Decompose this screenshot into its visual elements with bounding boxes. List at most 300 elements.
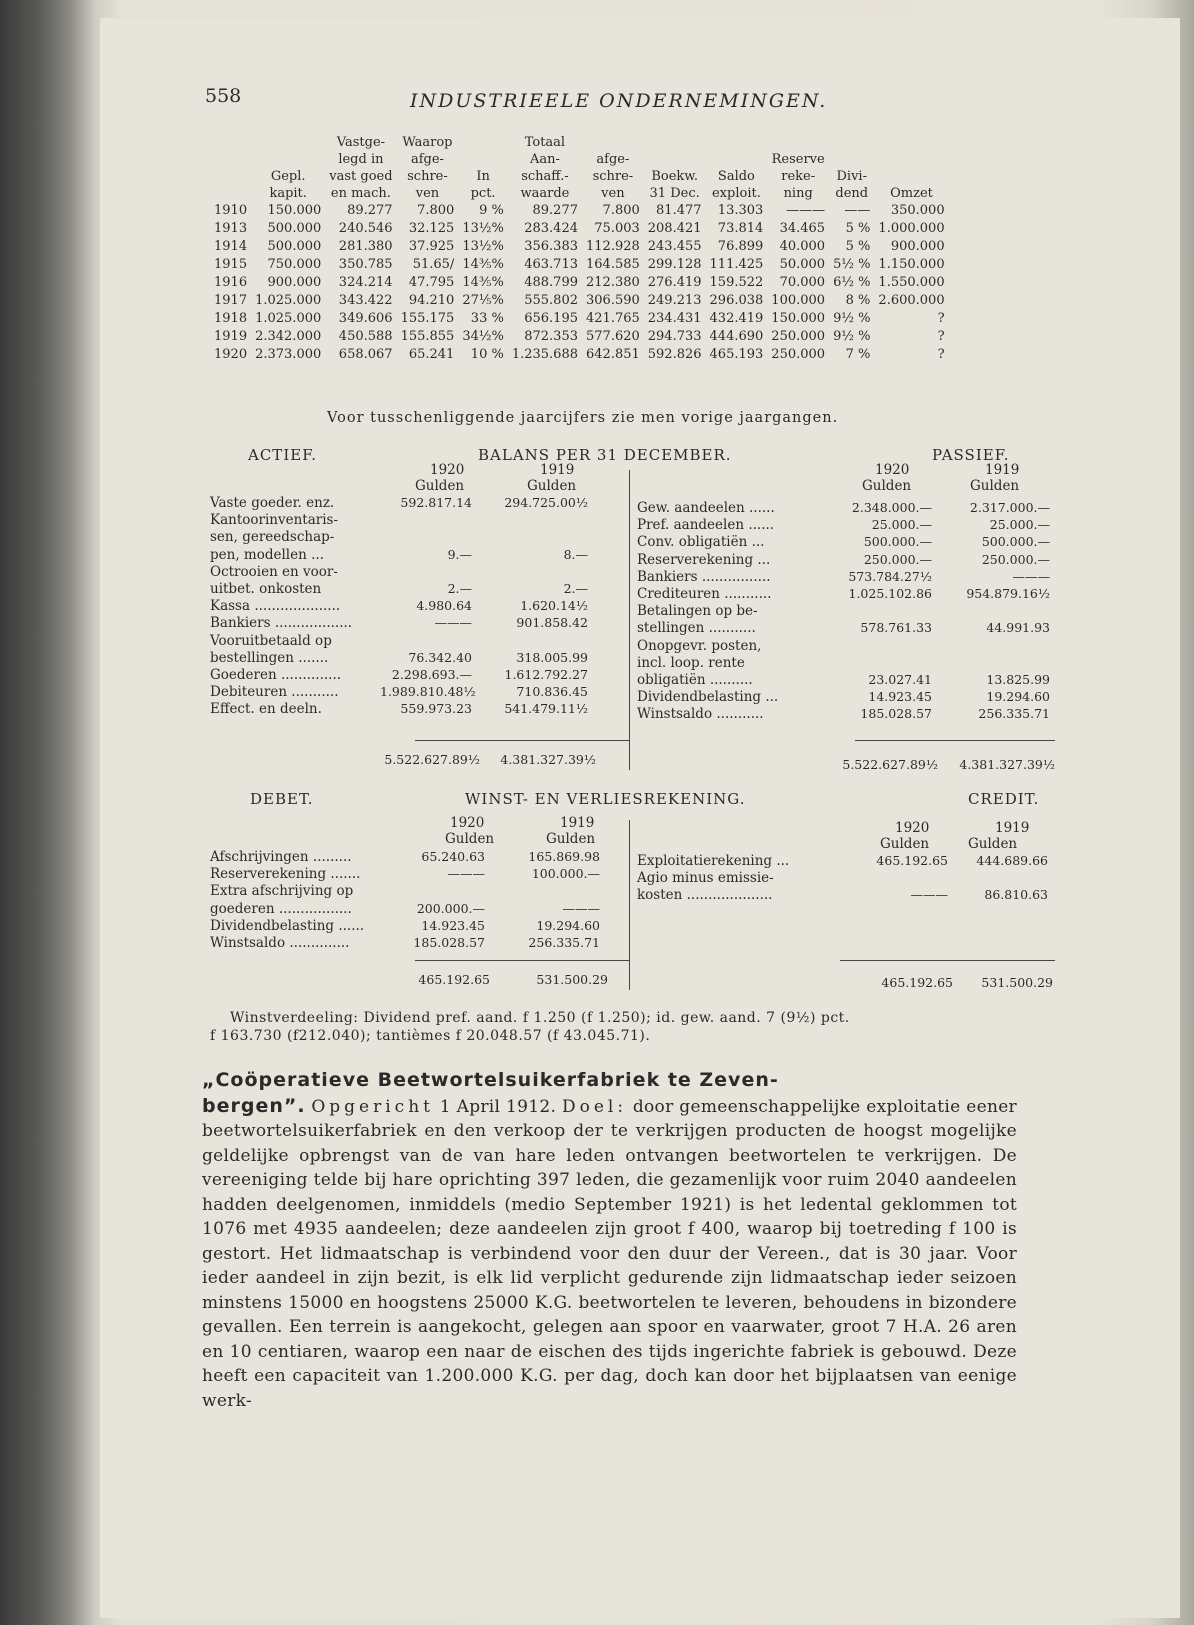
liability-label: Dividendbelasting ... (637, 689, 779, 706)
history-value-cell: 306.590 (586, 293, 640, 308)
history-header-cell (644, 151, 706, 168)
history-header-cell: Gepl. (270, 169, 306, 184)
history-header-cell (210, 134, 251, 151)
history-value-cell: 65.241 (408, 347, 455, 362)
pl-debit-unit: Gulden (546, 831, 596, 847)
pl-debit-unit: Gulden (445, 831, 495, 847)
assets-total-1920: 5.522.627.89½ (384, 752, 480, 767)
history-value-cell: ——— (786, 203, 826, 218)
history-year-cell: 1914 (214, 239, 248, 254)
asset-label: Vaste goeder. enz. (210, 495, 335, 511)
history-value-cell: 243.455 (647, 239, 702, 254)
history-header-cell (210, 151, 251, 168)
history-value-cell: 81.477 (656, 203, 702, 218)
liability-label: Bankiers ................ (637, 568, 771, 585)
liability-value-1919: 13.825.99 (986, 672, 1050, 687)
debit-label: Reserverekening ....... (210, 866, 361, 883)
history-year-cell: 1915 (214, 257, 248, 272)
liability-value-1920: 1.025.102.86 (848, 586, 932, 601)
history-value-cell: 7.800 (417, 203, 455, 218)
asset-value-1919: 2.— (563, 581, 588, 596)
asset-value-1920: 559.973.23 (400, 701, 472, 717)
history-value-cell: 296.038 (709, 293, 764, 308)
asset-value-1920: 2.298.693.— (391, 667, 472, 682)
debit-total-1920: 465.192.65 (418, 972, 490, 987)
history-row (210, 238, 949, 256)
history-value-cell: 2.342.000 (255, 329, 322, 344)
liability-value-1920: 185.028.57 (860, 706, 932, 722)
asset-label: Kassa .................... (210, 598, 341, 615)
history-header-cell (829, 134, 874, 151)
history-value-cell: 1.025.000 (255, 293, 322, 308)
pl-debit-heading: DEBET. (250, 790, 314, 808)
history-value-cell: 343.422 (338, 293, 393, 308)
history-value-cell: 47.795 (408, 275, 455, 290)
history-value-cell: 13½% (462, 221, 504, 236)
history-header-cell: Aan- (529, 152, 560, 167)
history-header-row (210, 185, 949, 202)
profit-distribution-line-1: Winstverdeeling: Dividend pref. aand. f 1.250 (f 1.250); id. gew. aand. 7 (9½) pct. (230, 1010, 850, 1026)
balance-divider (629, 470, 630, 770)
history-year-cell: 1920 (214, 347, 248, 362)
history-value-cell: 40.000 (779, 239, 826, 254)
page-number: 558 (205, 85, 242, 107)
history-header-cell: 31 Dec. (649, 186, 700, 201)
history-value-cell: 250.000 (771, 329, 826, 344)
asset-value-1920: 4.980.64 (416, 598, 472, 614)
debit-value-1920: 65.240.63 (421, 849, 485, 864)
history-header-cell (210, 168, 251, 185)
liability-value-1920: 500.000.— (863, 534, 932, 550)
company-name-line2: bergen”. (202, 1094, 306, 1117)
asset-value-1920: 1.989.810.48½ (380, 684, 476, 700)
history-value-cell: 8 % (845, 293, 871, 308)
credit-label: kosten .................... (637, 887, 773, 904)
history-header-cell: Saldo (717, 169, 755, 184)
history-value-cell: 112.928 (586, 239, 640, 254)
debit-value-1920: ——— (447, 866, 485, 882)
history-row (210, 202, 949, 220)
liability-value-1920: 578.761.33 (860, 620, 932, 636)
history-value-cell: 294.733 (647, 329, 702, 344)
history-value-cell: 111.425 (709, 257, 764, 272)
history-header-row (210, 168, 949, 185)
asset-value-1919: 1.612.792.27 (504, 667, 588, 682)
debit-value-1919: 165.869.98 (528, 849, 600, 864)
debit-label: Afschrijvingen ......... (210, 849, 352, 865)
history-year-cell: 1917 (214, 293, 248, 308)
asset-value-1920: ——— (434, 615, 472, 631)
history-row (210, 256, 949, 274)
history-header-cell: ning (783, 186, 813, 201)
debit-value-1919: 256.335.71 (528, 935, 600, 950)
history-header-cell: afge- (410, 152, 444, 167)
history-value-cell: 900.000 (890, 239, 945, 254)
history-value-cell: 208.421 (647, 221, 702, 236)
history-value-cell: 1.000.000 (878, 221, 945, 236)
balance-liab-unit: Gulden (970, 478, 1020, 494)
history-header-cell: Vastge- (336, 135, 386, 150)
asset-label: sen, gereedschap- (210, 529, 335, 546)
history-value-cell: 150.000 (771, 311, 826, 326)
history-value-cell: 32.125 (408, 221, 455, 236)
history-value-cell: 27⅕% (462, 293, 504, 308)
pl-credit-total-rule (840, 960, 1055, 961)
history-header-cell (767, 134, 829, 151)
history-row (210, 292, 949, 310)
balance-liab-year-1919: 1919 (985, 462, 1020, 478)
history-value-cell: 658.067 (338, 347, 393, 362)
liab-total-1920: 5.522.627.89½ (842, 757, 938, 772)
history-header-cell (874, 168, 948, 185)
history-value-cell: 159.522 (709, 275, 764, 290)
founded-label: Opgericht (311, 1096, 434, 1117)
history-value-cell: 299.128 (647, 257, 702, 272)
debit-label: goederen ................. (210, 900, 352, 917)
asset-value-1920: 592.817.14 (400, 495, 472, 510)
balance-assets-heading: ACTIEF. (248, 446, 318, 464)
liability-value-1919: ——— (1012, 568, 1050, 584)
balance-liab-total-rule (855, 740, 1055, 741)
asset-label: Debiteuren ........... (210, 684, 339, 701)
credit-total-1920: 465.192.65 (881, 975, 953, 990)
balance-title: BALANS PER 31 DECEMBER. (478, 446, 732, 464)
history-value-cell: 70.000 (779, 275, 826, 290)
liability-label: Gew. aandeelen ...... (637, 500, 775, 516)
liability-label: Pref. aandeelen ...... (637, 517, 775, 534)
history-value-cell: —— (844, 203, 871, 218)
page-title: INDUSTRIEELE ONDERNEMINGEN. (410, 90, 828, 112)
history-header-cell: reke- (781, 169, 816, 184)
debit-total-1919: 531.500.29 (536, 972, 608, 987)
history-value-cell: 750.000 (267, 257, 322, 272)
history-header-cell (829, 151, 874, 168)
history-value-cell: 1.025.000 (255, 311, 322, 326)
history-header-cell: schre- (407, 169, 448, 184)
pl-title: WINST- EN VERLIESREKENING. (465, 790, 746, 808)
liability-label: Reserverekening ... (637, 551, 771, 568)
history-value-cell: 1.550.000 (878, 275, 945, 290)
asset-value-1920: 2.— (447, 581, 472, 596)
history-header-cell: Boekw. (651, 169, 698, 184)
history-value-cell: 9½ % (833, 329, 871, 344)
history-value-cell: 50.000 (779, 257, 826, 272)
history-header-cell: In (476, 169, 490, 184)
history-value-cell: ? (937, 347, 945, 362)
history-value-cell: 500.000 (267, 221, 322, 236)
history-header-cell: Divi- (836, 169, 867, 184)
balance-liab-unit: Gulden (862, 478, 912, 494)
history-value-cell: 14⅗% (462, 275, 504, 290)
assets-total-1919: 4.381.327.39½ (500, 752, 596, 767)
liability-label: Conv. obligatiën ... (637, 534, 765, 551)
balance-liabilities-heading: PASSIEF. (932, 446, 1010, 464)
history-value-cell: 488.799 (524, 275, 578, 290)
asset-label: Bankiers .................. (210, 615, 353, 632)
asset-label: bestellingen ....... (210, 649, 329, 666)
history-value-cell: 1.150.000 (878, 257, 945, 272)
history-value-cell: 463.713 (524, 257, 578, 272)
pl-credit-unit: Gulden (968, 836, 1018, 852)
history-header-cell: Totaal (524, 135, 566, 150)
history-header-cell: ven (415, 186, 440, 201)
debit-label: Extra afschrijving op (210, 883, 354, 900)
history-header-cell: Omzet (890, 186, 933, 201)
credit-label: Agio minus emissie- (637, 870, 774, 887)
goal-label: Doel: (561, 1096, 628, 1117)
history-row (210, 328, 949, 346)
liability-value-1919: 44.991.93 (986, 620, 1050, 636)
asset-label: Effect. en deeln. (210, 701, 322, 718)
history-value-cell: 100.000 (771, 293, 826, 308)
history-header-cell (210, 185, 251, 202)
history-table (210, 134, 949, 364)
debit-value-1920: 14.923.45 (421, 917, 485, 933)
debit-value-1919: 100.000.— (531, 866, 600, 882)
balance-assets-year-1920: 1920 (430, 462, 465, 478)
history-year-cell: 1919 (214, 329, 248, 344)
debit-value-1919: 19.294.60 (536, 917, 600, 933)
history-value-cell: 89.277 (347, 203, 393, 218)
liability-value-1920: 23.027.41 (868, 672, 932, 687)
history-value-cell: 592.826 (647, 347, 702, 362)
history-header-cell (458, 134, 508, 151)
history-value-cell: 281.380 (338, 239, 393, 254)
history-header-cell (706, 151, 768, 168)
history-value-cell: 9 % (479, 203, 504, 218)
history-header-row (210, 151, 949, 168)
history-value-cell: 76.899 (717, 239, 764, 254)
balance-assets-total-rule (415, 740, 630, 741)
history-header-cell: afge- (596, 152, 630, 167)
history-value-cell: 450.588 (338, 329, 393, 344)
asset-value-1919: 1.620.14½ (520, 598, 588, 614)
pl-credit-heading: CREDIT. (968, 790, 1040, 808)
asset-label: uitbet. onkosten (210, 581, 322, 597)
history-header-cell: Reserve (771, 152, 825, 167)
history-value-cell: 5½ % (833, 257, 871, 272)
asset-value-1920: 9.— (447, 546, 472, 562)
pl-debit-year-1919: 1919 (560, 815, 595, 831)
history-value-cell: 349.606 (338, 311, 393, 326)
history-header-cell: Waarop (402, 135, 453, 150)
history-header-cell: exploit. (711, 186, 761, 201)
history-year-cell: 1913 (214, 221, 248, 236)
credit-value-1920: 465.192.65 (876, 853, 948, 868)
history-value-cell: 5 % (845, 221, 871, 236)
history-header-cell: schre- (592, 169, 634, 184)
asset-label: pen, modellen ... (210, 546, 324, 563)
credit-total-1919: 531.500.29 (981, 975, 1053, 990)
history-header-cell: schaff.- (521, 169, 569, 184)
history-value-cell: 155.175 (400, 311, 455, 326)
history-year-cell: 1916 (214, 275, 248, 290)
founded-date: 1 April 1912. (439, 1096, 557, 1117)
balance-assets-unit: Gulden (527, 478, 577, 494)
history-header-cell (458, 151, 508, 168)
history-value-cell: 1.235.688 (511, 347, 578, 362)
credit-label: Exploitatierekening ... (637, 853, 790, 869)
history-value-cell: 324.214 (338, 275, 393, 290)
liability-label: Onopgevr. posten, (637, 637, 762, 654)
history-value-cell: 13.303 (717, 203, 764, 218)
liability-value-1920: 14.923.45 (868, 689, 932, 705)
history-value-cell: 164.585 (586, 257, 640, 272)
history-value-cell: 7 % (845, 347, 871, 362)
debit-label: Winstsaldo .............. (210, 935, 350, 951)
pl-debit-total-rule (415, 960, 630, 961)
history-value-cell: 421.765 (586, 311, 640, 326)
liability-label: obligatiën .......... (637, 672, 753, 688)
balance-liab-year-1920: 1920 (875, 462, 910, 478)
asset-value-1920: 76.342.40 (408, 649, 472, 665)
history-value-cell: 33 % (470, 311, 504, 326)
history-year-cell: 1918 (214, 311, 248, 326)
credit-value-1919: 444.689.66 (976, 853, 1048, 868)
history-value-cell: 94.210 (408, 293, 455, 308)
history-value-cell: 356.383 (524, 239, 578, 254)
asset-label: Octrooien en voor- (210, 563, 338, 580)
history-value-cell: 150.000 (267, 203, 322, 218)
history-value-cell: 14⅗% (462, 257, 504, 272)
history-value-cell: 350.000 (890, 203, 945, 218)
history-header-cell: ven (601, 186, 625, 201)
history-value-cell: 155.855 (400, 329, 455, 344)
history-header-cell (874, 151, 948, 168)
history-value-cell: 2.600.000 (878, 293, 945, 308)
history-value-cell: 34.465 (779, 221, 826, 236)
history-value-cell: 432.419 (709, 311, 764, 326)
history-value-cell: 10 % (470, 347, 504, 362)
history-header-cell (251, 134, 325, 151)
liability-value-1919: 256.335.71 (978, 706, 1050, 722)
history-header-cell (644, 134, 706, 151)
liability-label: incl. loop. rente (637, 654, 745, 671)
history-header-cell: pct. (470, 186, 496, 201)
history-value-cell: 6½ % (833, 275, 871, 290)
history-header-cell: kapit. (269, 186, 307, 201)
history-header-cell: waarde (520, 186, 570, 201)
asset-value-1919: 710.836.45 (516, 684, 588, 700)
history-value-cell: 500.000 (267, 239, 322, 254)
asset-value-1919: 318.005.99 (516, 649, 588, 665)
pl-credit-year-1919: 1919 (995, 820, 1030, 836)
profit-distribution-line-2: f 163.730 (f212.040); tantièmes f 20.048.57 (f 43.045.71). (210, 1028, 651, 1044)
liab-total-1919: 4.381.327.39½ (959, 757, 1055, 772)
previous-years-note: Voor tusschenliggende jaarcijfers zie men vorige jaargangen. (327, 410, 839, 426)
history-value-cell: 13½% (462, 239, 504, 254)
pl-divider (629, 820, 630, 990)
liability-value-1919: 954.879.16½ (966, 586, 1050, 601)
history-value-cell: 89.277 (532, 203, 578, 218)
asset-value-1919: 901.858.42 (516, 615, 588, 631)
history-value-cell: 250.000 (771, 347, 826, 362)
history-row (210, 274, 949, 292)
history-value-cell: 73.814 (717, 221, 764, 236)
history-value-cell: 283.424 (524, 221, 578, 236)
asset-label: Goederen .............. (210, 667, 342, 683)
history-header-cell: dend (835, 186, 869, 201)
debit-value-1919: ——— (562, 900, 600, 916)
history-value-cell: 75.003 (594, 221, 640, 236)
history-header-cell: legd in (338, 152, 384, 167)
history-header-row (210, 134, 949, 151)
history-header-cell (706, 134, 768, 151)
history-value-cell: 350.785 (338, 257, 393, 272)
liability-value-1920: 250.000.— (863, 551, 932, 567)
debit-label: Dividendbelasting ...... (210, 917, 365, 934)
asset-value-1919: 541.479.11½ (504, 701, 588, 717)
company-name-line1: „Coöperatieve Beetwortelsuikerfabriek te Zeven- (202, 1069, 779, 1091)
history-value-cell: 9½ % (833, 311, 871, 326)
history-value-cell: 276.419 (647, 275, 702, 290)
liability-value-1920: 25.000.— (871, 517, 932, 533)
liability-value-1920: 573.784.27½ (848, 568, 932, 584)
liability-label: stellingen ........... (637, 620, 756, 637)
balance-assets-year-1919: 1919 (540, 462, 575, 478)
pl-credit-year-1920: 1920 (895, 820, 930, 836)
asset-value-1919: 8.— (563, 546, 588, 562)
pl-debit-year-1920: 1920 (450, 815, 485, 831)
history-row (210, 220, 949, 238)
history-header-cell: en mach. (330, 186, 391, 201)
asset-label: Kantoorinventaris- (210, 512, 339, 529)
history-value-cell: 642.851 (586, 347, 640, 362)
history-value-cell: 34½% (462, 329, 504, 344)
history-value-cell: ? (937, 311, 945, 326)
history-value-cell: 249.213 (647, 293, 702, 308)
debit-value-1920: 185.028.57 (413, 935, 485, 950)
debit-value-1920: 200.000.— (416, 900, 485, 916)
history-row (210, 310, 949, 328)
balance-assets-unit: Gulden (415, 478, 465, 494)
history-value-cell: 444.690 (709, 329, 764, 344)
liability-label: Winstsaldo ........... (637, 706, 764, 723)
company-description (202, 1068, 1017, 1413)
history-header-cell (582, 134, 644, 151)
history-value-cell: 240.546 (338, 221, 393, 236)
history-value-cell: 465.193 (709, 347, 764, 362)
history-value-cell: 2.373.000 (255, 347, 322, 362)
history-value-cell: 656.195 (524, 311, 578, 326)
liability-value-1919: 2.317.000.— (969, 500, 1050, 515)
history-row (210, 346, 949, 364)
history-year-cell: 1910 (214, 203, 248, 218)
history-value-cell: 234.431 (647, 311, 702, 326)
history-value-cell: 577.620 (586, 329, 640, 344)
credit-value-1920: ——— (910, 887, 948, 903)
liability-value-1920: 2.348.000.— (851, 500, 932, 515)
liability-value-1919: 25.000.— (989, 517, 1050, 533)
history-value-cell: 37.925 (408, 239, 455, 254)
asset-label: Vooruitbetaald op (210, 632, 332, 649)
asset-value-1919: 294.725.00½ (504, 495, 588, 510)
history-header-cell (251, 151, 325, 168)
liability-value-1919: 19.294.60 (986, 689, 1050, 705)
company-text: door gemeenschappelijke exploitatie eener beetwortelsuikerfabriek en den verkoop der te verkrijgen producten de hoogst mogelijke geldelijke opbrengst van de van hare leden ontvangen beetwortelen te verkrijgen. De vereeniging telde bij hare oprichting 397 leden, die gezamenlijk voor ruim 2040 aandeelen hadden deelgenomen, inmiddels (medio September 1921) is het ledental geklommen tot 1076 met 4935 aandeelen; deze aandeelen zijn groot f 400, waarop bij toetreding f 100 is gestort. Het lidmaatschap is verbindend voor den duur der Vereen., dat is 30 jaar. Voor ieder aandeel in zijn bezit, is elk lid verplicht gedurende zijn lidmaatschap ieder seizoen minstens 15000 en hoogstens 25000 K.G. beetwortelen te leveren, behoudens in bizondere gevallen. Een terrein is aangekocht, gelegen aan spoor en vaarwater, groot 7 H.A. 26 aren en 10 centiaren, waarop een naar de eischen des tijds ingerichte fabriek is gebouwd. Deze heeft een capaciteit van 1.200.000 K.G. per dag, doch kan door het bijplaatsen van eenige werk- (202, 1096, 1017, 1411)
history-value-cell: 872.353 (524, 329, 578, 344)
history-value-cell: ? (937, 329, 945, 344)
liability-value-1919: 250.000.— (981, 551, 1050, 567)
history-header-cell (874, 134, 948, 151)
pl-credit-unit: Gulden (880, 836, 930, 852)
history-value-cell: 7.800 (602, 203, 640, 218)
history-value-cell: 555.802 (524, 293, 578, 308)
history-value-cell: 5 % (845, 239, 871, 254)
liability-label: Crediteuren ........... (637, 586, 772, 602)
history-header-cell: vast goed (329, 169, 393, 184)
history-value-cell: 900.000 (267, 275, 322, 290)
